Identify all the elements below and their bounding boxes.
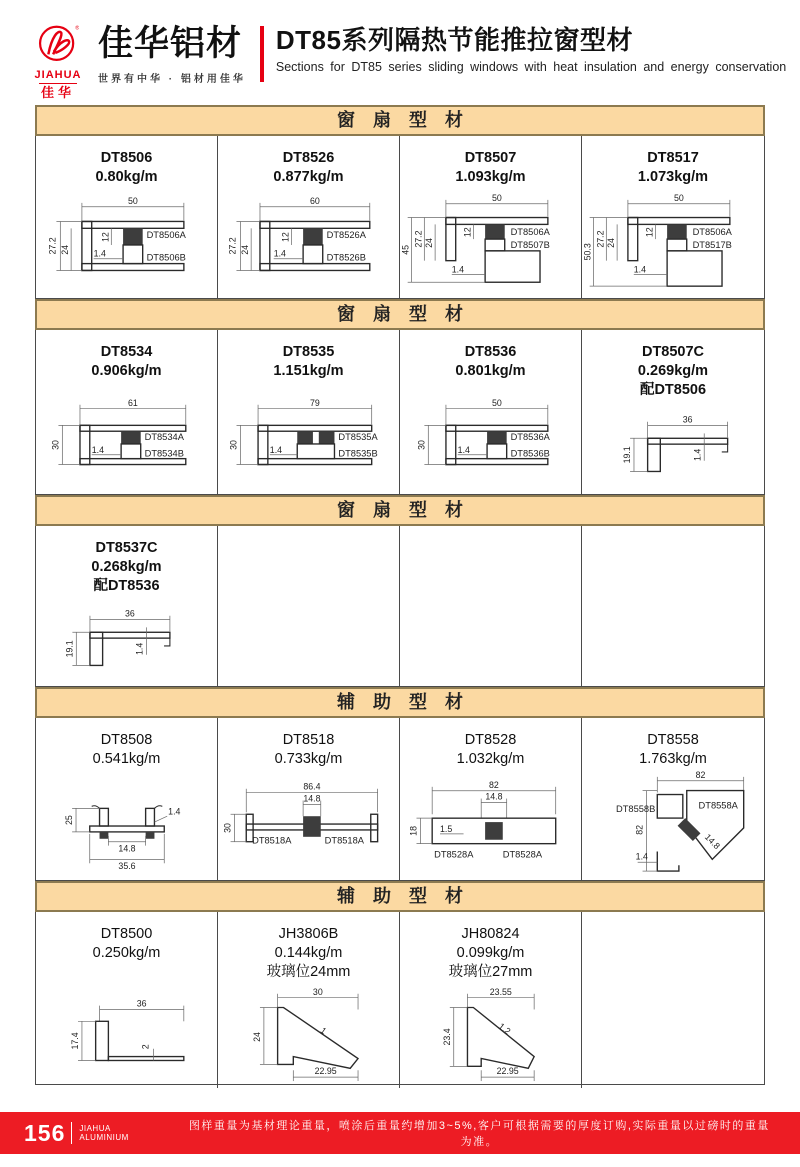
product-weight: 0.250kg/m bbox=[92, 945, 161, 961]
profile-drawing-jh80824 bbox=[401, 982, 581, 1084]
page-header bbox=[0, 0, 800, 105]
footer-brand bbox=[79, 1124, 128, 1142]
part-label-a: DT8506A bbox=[146, 230, 186, 241]
dim-h3: 12 bbox=[461, 227, 472, 238]
product-weight: 1.151kg/m bbox=[273, 363, 344, 379]
dim-top: 50 bbox=[673, 194, 684, 203]
product-code: DT8506 bbox=[100, 150, 153, 166]
profile-drawing-dt8537c bbox=[37, 604, 217, 682]
footer-bar bbox=[0, 1112, 800, 1154]
dim-top: 61 bbox=[127, 397, 138, 408]
table-row bbox=[35, 912, 765, 1085]
profile-drawing-dt8506 bbox=[37, 194, 217, 294]
svg-text:®: ® bbox=[75, 25, 79, 32]
logo-block bbox=[26, 24, 90, 102]
dim-h2: 24 bbox=[423, 238, 434, 248]
product-weight: 1.093kg/m bbox=[455, 169, 526, 185]
dim-thickness: 1.4 bbox=[273, 248, 286, 259]
part-label-b: DT8506B bbox=[146, 252, 186, 263]
dim-top: 50 bbox=[491, 194, 502, 203]
footer-note: 图样重量为基材理论重量，喷涂后重量约增加3~5%,客户可根据需要的厚度订购,实际重量以过磅时的重量为准。 bbox=[188, 1120, 770, 1148]
dim-h1: 27.2 bbox=[46, 237, 57, 255]
logo-text-cn: 佳华 bbox=[40, 85, 75, 100]
product-weight: 0.144kg/m bbox=[274, 945, 343, 961]
dim-thickness: 1.4 bbox=[635, 851, 648, 862]
profile-drawing-dt8528 bbox=[401, 777, 581, 877]
dim-top: 23.55 bbox=[489, 986, 512, 997]
dim-h1: 17.4 bbox=[69, 1032, 80, 1050]
dim-h3: 12 bbox=[644, 227, 655, 238]
dim-bottom: 22.95 bbox=[496, 1066, 519, 1077]
dim-outer: 45 bbox=[400, 244, 411, 255]
part-label-b: DT8526B bbox=[326, 252, 366, 263]
page-subtitle: Sections for DT85 series sliding windows with heat insulation and energy conservation bbox=[275, 60, 787, 74]
product-cell-jh80824 bbox=[400, 912, 582, 1088]
footer-brand-top: JIAHUA bbox=[79, 1124, 111, 1133]
product-code: DT8507C bbox=[641, 344, 705, 360]
dim-bottom: 35.6 bbox=[117, 861, 136, 872]
dim-h1: 27.2 bbox=[412, 230, 423, 248]
product-cell-dt8518 bbox=[218, 718, 400, 881]
product-cell-dt8536 bbox=[400, 330, 582, 494]
product-code: JH3806B bbox=[278, 926, 339, 942]
dim-thickness: 1.4 bbox=[692, 448, 703, 461]
dim-top: 82 bbox=[488, 779, 499, 790]
product-weight: 0.80kg/m bbox=[95, 169, 158, 185]
dim-thickness: 1.4 bbox=[93, 248, 106, 259]
part-label-b: DT8536B bbox=[510, 448, 550, 459]
dim-thickness: 1.2 bbox=[496, 1020, 513, 1037]
product-cell-dt8535 bbox=[218, 330, 400, 494]
product-note: 玻璃位27mm bbox=[448, 964, 533, 980]
profile-drawing-dt8507c bbox=[583, 410, 763, 490]
product-code: DT8536 bbox=[464, 344, 517, 360]
dim-thickness: 1.4 bbox=[633, 264, 647, 275]
product-weight: 1.763kg/m bbox=[639, 751, 707, 767]
product-code: DT8518 bbox=[282, 732, 335, 748]
part-label-a: DT8558A bbox=[698, 800, 738, 811]
section-header-sash-3: 窗扇型材 bbox=[35, 495, 765, 526]
empty-cell bbox=[400, 526, 582, 686]
profile-drawing-dt8558 bbox=[583, 769, 763, 877]
part-label-b: DT8507B bbox=[510, 239, 550, 250]
product-weight: 1.032kg/m bbox=[456, 751, 525, 767]
company-tagline: 世界有中华 · 铝材用佳华 bbox=[98, 74, 246, 85]
product-code: DT8528 bbox=[464, 732, 517, 748]
dim-thickness: 1.4 bbox=[167, 806, 180, 817]
dim-thickness: 1.4 bbox=[451, 264, 464, 275]
empty-cell bbox=[218, 526, 400, 686]
profile-drawing-dt8518 bbox=[219, 777, 399, 877]
product-cell-dt8534 bbox=[36, 330, 218, 494]
product-weight: 0.269kg/m bbox=[637, 363, 709, 379]
company-name: 佳华铝材 bbox=[98, 24, 243, 63]
dim-thickness: 1.5 bbox=[439, 823, 452, 834]
dim-thickness: 1.4 bbox=[457, 444, 470, 455]
product-weight: 0.099kg/m bbox=[456, 945, 525, 961]
profile-drawing-dt8526 bbox=[219, 194, 399, 294]
profile-drawing-dt8500 bbox=[37, 988, 217, 1084]
part-label-a: DT8518A bbox=[251, 835, 291, 846]
dim-thickness: 1 bbox=[318, 1025, 328, 1037]
dim-top: 60 bbox=[309, 195, 320, 206]
product-cell-dt8508 bbox=[36, 718, 218, 881]
jiahua-logo-icon bbox=[37, 24, 79, 64]
dim-inner: 14.8 bbox=[484, 791, 503, 802]
profile-drawing-jh3806b bbox=[219, 982, 399, 1084]
product-code: DT8558 bbox=[647, 732, 699, 748]
part-label-a: DT8528A bbox=[433, 849, 473, 860]
dim-top: 36 bbox=[124, 608, 135, 619]
part-label-b: DT8518A bbox=[324, 835, 364, 846]
header-divider bbox=[260, 26, 264, 82]
profile-drawing-dt8534 bbox=[37, 394, 217, 490]
product-weight: 0.906kg/m bbox=[91, 363, 162, 379]
dim-top: 82 bbox=[695, 769, 706, 780]
profile-drawing-dt8535 bbox=[219, 394, 399, 490]
dim-h1: 19.1 bbox=[63, 640, 74, 658]
part-label-a: DT8526A bbox=[326, 230, 366, 241]
dim-h2: 24 bbox=[606, 238, 617, 248]
profile-drawing-dt8507 bbox=[401, 194, 581, 294]
dim-h1: 27.2 bbox=[595, 230, 606, 248]
page-title: DT85系列隔热节能推拉窗型材 bbox=[275, 25, 633, 55]
part-label-b: DT8517B bbox=[692, 239, 732, 250]
dim-thickness: 2 bbox=[140, 1044, 151, 1050]
product-code: DT8517 bbox=[647, 150, 699, 166]
product-code: DT8534 bbox=[100, 344, 153, 360]
catalog-table bbox=[35, 105, 765, 1085]
dim-h1: 30 bbox=[415, 440, 426, 450]
product-code: DT8535 bbox=[282, 344, 335, 360]
product-cell-dt8507 bbox=[400, 136, 582, 298]
product-code: DT8526 bbox=[282, 150, 335, 166]
title-block bbox=[276, 24, 786, 74]
empty-cell bbox=[582, 526, 764, 686]
part-label-a: DT8534A bbox=[144, 432, 184, 443]
product-code: JH80824 bbox=[461, 926, 520, 942]
product-note: 配DT8536 bbox=[93, 578, 160, 594]
logo-text-en: JIAHUA bbox=[34, 69, 82, 81]
dim-top: 86.4 bbox=[302, 781, 321, 792]
part-label-b: DT8558B bbox=[615, 804, 656, 815]
dim-h1: 19.1 bbox=[622, 446, 633, 464]
part-label-b: DT8528A bbox=[502, 849, 542, 860]
dim-inner: 14.8 bbox=[702, 831, 723, 852]
product-cell-dt8506 bbox=[36, 136, 218, 298]
product-weight: 0.733kg/m bbox=[274, 751, 343, 767]
product-cell-dt8537c bbox=[36, 526, 218, 686]
section-header-sash-1: 窗扇型材 bbox=[35, 105, 765, 136]
dim-top: 30 bbox=[312, 986, 323, 997]
dim-h1: 30 bbox=[49, 440, 60, 450]
part-label-b: DT8535B bbox=[337, 448, 378, 459]
product-weight: 0.268kg/m bbox=[91, 559, 162, 575]
dim-top: 50 bbox=[491, 397, 502, 408]
part-label-a: DT8536A bbox=[510, 432, 550, 443]
dim-h1: 30 bbox=[222, 823, 233, 833]
dim-outer: 50.3 bbox=[583, 243, 593, 261]
dim-h1: 27.2 bbox=[226, 237, 237, 255]
dim-h1: 82 bbox=[634, 824, 645, 835]
section-header-auxiliary-2: 辅助型材 bbox=[35, 881, 765, 912]
dim-thickness: 1.4 bbox=[269, 444, 282, 455]
page-number: 156 bbox=[24, 1119, 66, 1146]
section-header-auxiliary-1: 辅助型材 bbox=[35, 687, 765, 718]
product-cell-dt8517 bbox=[582, 136, 764, 298]
product-weight: 1.073kg/m bbox=[637, 169, 709, 185]
company-block bbox=[98, 24, 246, 85]
part-label-a: DT8535A bbox=[337, 432, 378, 443]
part-label-a: DT8506A bbox=[510, 227, 550, 238]
profile-drawing-dt8536 bbox=[401, 394, 581, 490]
dim-h1: 18 bbox=[407, 826, 418, 836]
empty-cell bbox=[582, 912, 764, 1088]
dim-h1: 24 bbox=[251, 1032, 262, 1042]
dim-inner: 14.8 bbox=[302, 793, 321, 804]
product-weight: 0.877kg/m bbox=[273, 169, 344, 185]
product-cell-dt8507c bbox=[582, 330, 764, 494]
footer-divider bbox=[71, 1122, 72, 1144]
dim-thickness: 1.4 bbox=[91, 444, 104, 455]
part-label-a: DT8506A bbox=[692, 227, 732, 238]
dim-h1: 30 bbox=[228, 440, 239, 450]
part-label-b: DT8534B bbox=[144, 448, 184, 459]
dim-bottom: 22.95 bbox=[314, 1066, 337, 1077]
product-weight: 0.541kg/m bbox=[92, 751, 161, 767]
dim-h3: 12 bbox=[99, 232, 110, 243]
section-header-sash-2: 窗扇型材 bbox=[35, 299, 765, 330]
product-code: DT8508 bbox=[100, 732, 153, 748]
product-cell-dt8558 bbox=[582, 718, 764, 881]
dim-h1: 23.4 bbox=[441, 1028, 452, 1046]
product-cell-dt8528 bbox=[400, 718, 582, 881]
table-row bbox=[35, 526, 765, 687]
footer-brand-bottom: ALUMINIUM bbox=[79, 1133, 129, 1142]
product-cell-dt8500 bbox=[36, 912, 218, 1088]
dim-h2: 24 bbox=[239, 244, 250, 255]
table-row bbox=[35, 718, 765, 881]
dim-h3: 12 bbox=[279, 232, 290, 243]
dim-h1: 25 bbox=[63, 815, 74, 826]
dim-top: 50 bbox=[127, 195, 138, 206]
dim-inner: 14.8 bbox=[117, 843, 136, 854]
profile-drawing-dt8508 bbox=[37, 777, 217, 877]
dim-top: 36 bbox=[682, 414, 693, 425]
product-code: DT8500 bbox=[100, 926, 153, 942]
product-cell-jh3806b bbox=[218, 912, 400, 1088]
product-code: DT8537C bbox=[95, 540, 158, 556]
table-row bbox=[35, 330, 765, 495]
dim-top: 79 bbox=[309, 397, 320, 408]
dim-top: 36 bbox=[136, 998, 147, 1009]
product-note: 配DT8506 bbox=[639, 382, 707, 398]
table-row bbox=[35, 136, 765, 299]
product-cell-dt8526 bbox=[218, 136, 400, 298]
dim-h2: 24 bbox=[59, 244, 70, 255]
dim-thickness: 1.4 bbox=[134, 642, 145, 655]
product-note: 玻璃位24mm bbox=[266, 964, 351, 980]
profile-drawing-dt8517 bbox=[583, 194, 763, 294]
product-weight: 0.801kg/m bbox=[455, 363, 526, 379]
product-code: DT8507 bbox=[464, 150, 517, 166]
